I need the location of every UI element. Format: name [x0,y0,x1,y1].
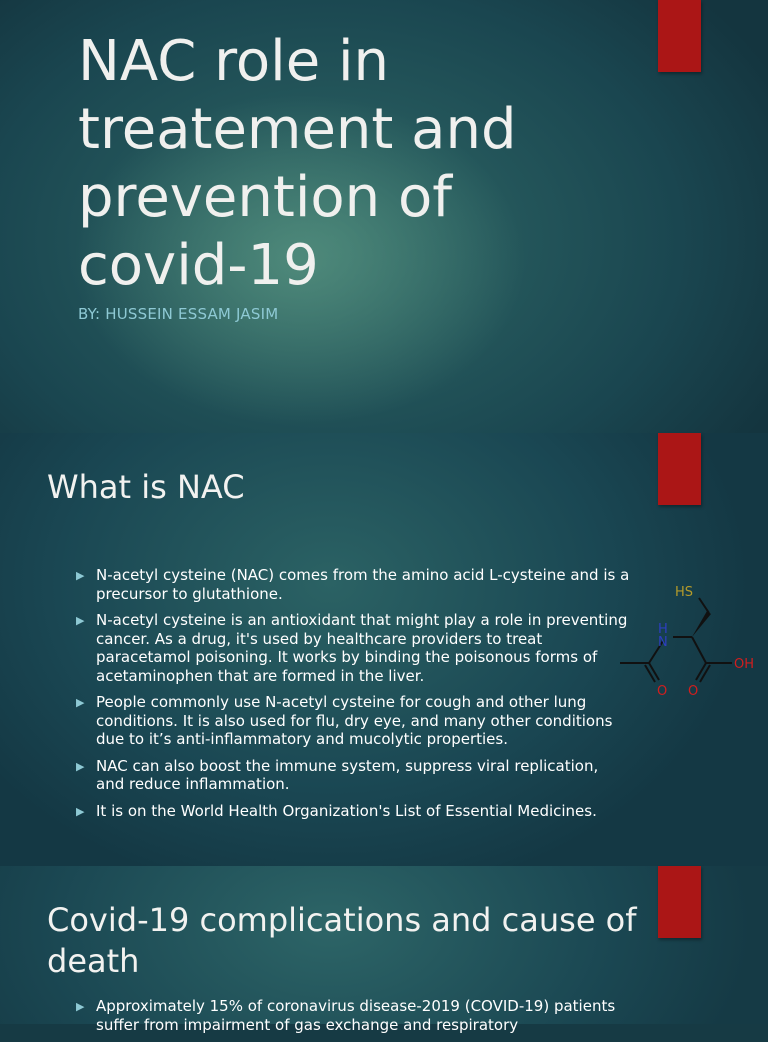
bullet-item [76,802,631,821]
bullet-item [76,997,631,1034]
wedge-bond [692,611,711,637]
title-slide [0,0,768,433]
bullet-text: Approximately 15% of coronavirus disease-2019 (COVID-19) patients suffer from impairment of gas exchange and respiratory [96,997,616,1034]
bullet-arrow-icon: ▶ [76,759,85,773]
presentation-title: NAC role in treatement and prevention of covid-19 [78,29,517,298]
accent-bar [658,866,701,938]
bullet-text: People commonly use N-acetyl cysteine for cough and other lung conditions. It is also used for flu, dry eye, and many other conditions due to it’s anti-inflammatory and mucolytic properties. [96,693,613,748]
accent-bar [658,433,701,505]
bullet-text: NAC can also boost the immune system, suppress viral replication, and reduce inflammation. [96,756,599,793]
covid-complications-slide [0,866,768,1034]
atom-label-h: H [658,622,668,637]
bond [700,665,710,682]
bond [649,663,659,680]
author-byline: BY: HUSSEIN ESSAM JASIM [78,305,279,323]
slide-heading: What is NAC [47,468,245,506]
bullet-list [76,566,631,828]
bullet-item [76,611,631,685]
slide-heading: Covid-19 complications and cause of death [47,901,637,980]
bond [692,637,706,663]
nac-molecule-diagram [615,573,765,703]
bullet-text: N-acetyl cysteine (NAC) comes from the amino acid L-cysteine and is a precursor to glutathione. [96,566,630,603]
atom-label-oh: OH [734,657,755,672]
bullet-arrow-icon: ▶ [76,569,85,582]
bond [696,663,706,680]
bond [645,665,655,682]
bullet-arrow-icon: ▶ [76,804,85,818]
bullet-arrow-icon: ▶ [76,696,85,709]
bullet-text: It is on the World Health Organization's List of Essential Medicines. [96,801,597,820]
what-is-nac-slide [0,433,768,866]
atom-label-hs: HS [675,585,694,600]
bullet-item [76,693,631,749]
bullet-item [76,566,631,603]
bond [699,598,709,613]
atom-label-n: N [658,635,668,650]
bullet-arrow-icon: ▶ [76,1000,85,1013]
bullet-text: N-acetyl cysteine is an antioxidant that might play a role in preventing cancer. As a drug, it's used by healthcare providers to treat paracetamol poisoning. It works by binding the poisonous forms of acetaminophen that are formed in the liver. [96,611,628,685]
atom-label-o: O [688,684,699,699]
atom-label-o: O [657,684,668,699]
bullet-list [76,997,631,1042]
bullet-item [76,757,631,794]
bullet-arrow-icon: ▶ [76,614,85,627]
accent-bar [658,0,701,72]
